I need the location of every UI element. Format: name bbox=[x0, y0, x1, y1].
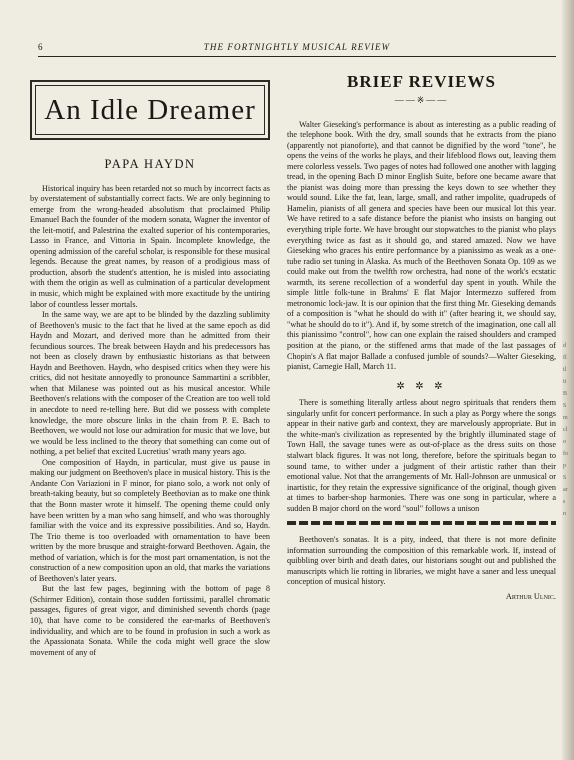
edge-fragment: o bbox=[563, 439, 566, 445]
dashed-divider bbox=[287, 521, 556, 525]
paragraph: One composition of Haydn, in particular, must give us pause in making our judgment on Beethoven's place in musical history. This is the Andante Con Variazioni in F minor, for piano solo, a work not only of breath-taking beauty, but so completely Beethovian as to make one think that the Bonn master wrote it himself. The opening theme could only have been written by a man who sang himself, and who was thoroughly familiar with the voice and its expressive possibilities. And so, Haydn. The Trio theme is too overloaded with ornamentation to have been written by the more brusque and straight-forward Beethoven. Again, the method of variation, which is for the most part ornamentation, is not the construction of a new composition upon an old, that marks the variations of Beethoven's later years. bbox=[30, 457, 271, 583]
right-column bbox=[287, 72, 556, 603]
paragraph: Historical inquiry has been retarded not so much by incorrect facts as by overstatement of substantially correct facts. We are only beginning to emerge from the wrong-headed absolutism that proclaimed Philip Emanuel Bach the founder of the modern sonata, Wagner the inventor of the leit-motif, and Palestrina the exalted superior of his contemporaries, Lasso in France, and Vittoria in Spain. Incomplete knowledge, the opening admission of the careful scholar, is responsible for these musical legends. Because the great names, by reason of a prodigious mass of production, absorb the student's attention, he is misled into associating with them the origin as well as culmination of a particular development in music, which might be explained with more exactitude by the untiring labor of countless lesser mortals. bbox=[30, 183, 270, 309]
edge-fragment: cl bbox=[563, 427, 568, 433]
running-title: THE FORTNIGHTLY MUSICAL REVIEW bbox=[203, 42, 391, 52]
heading-ornament: ——※—— bbox=[394, 95, 449, 105]
article-subtitle: PAPA HAYDN bbox=[104, 157, 196, 171]
title-box bbox=[30, 80, 270, 140]
page-number: 6 bbox=[38, 42, 43, 52]
section-separator: ✲ ✲ ✲ bbox=[396, 380, 447, 392]
edge-fragment: fl bbox=[563, 355, 567, 361]
section-heading: BRIEF REVIEWS bbox=[347, 72, 496, 91]
paragraph: In the same way, we are apt to be blinded by the dazzling sublimity of Beethoven's music to the fact that he lived at the same epoch as did Haydn and Mozart, and derived more than he admitted from their fecundious sources. The break between Haydn and his predecessors has not been as closely drawn by enthusiastic historians as that between Haydn and Beethoven. Haydn, who despised critics when they were his critics, did not hesitate annoyedly to pronounce Sammartini a scribbler, when that Milanese was pointed out as his musical ancestor. While Beethoven's relations with the composer of the Creation are too well told in anecdote to need re-telling here. But did we possess with complete knowledge, the more obscure links in the chain from P. E. Bach to Beethoven, we would not lose our admiration for music that we love, but we would be less inclined to the theory that something can come out of nothing, a pet belief that excited Lucretius' wrath many years ago. bbox=[30, 310, 270, 457]
edge-fragment: ti bbox=[563, 379, 567, 385]
adjacent-page-fragments bbox=[563, 340, 573, 520]
edge-fragment: S bbox=[563, 475, 567, 481]
edge-fragment: s bbox=[563, 499, 566, 505]
review-paragraph: Walter Gieseking's performance is about as interesting as a public reading of the telephone book. With the dry, small sounds that he extracts from the piano (apparently not pianoforte), and that cannot be dignified by the word "tone", he opens the veins of the works he plays, and their lifeblood flows out, leaving them mere colorless vessels. Two pages of notes had followed one another with lagging tread, in the opening Bach D minor English Suite, before one became aware that the pianist was doing more than pressing the keys down to see whether they would sound. Like the fat, lean, large, small, and rather impolite, quadrupeds of Hamelin, pianists of all genera and species have been our musical lot this year. We have retired to a safe distance before the pianist who insists on banging out everything triple forte. We have brought our stopwatches to the pianist who plays everything twice as fast as it should go, and stared amazed. Now we have Gieseking who graces his entire performance by a pianissimo as weak as a one-tube radio set tuning in Alaska. As much of the Beethoven Sonata Op. 109 as we could make out from the twelfth row orchestra, had none of the work's ecstatic warmth, its serene recollection of a wonderful day spent in youth. While the simple little folk-tune in Brahms' E flat Major Intermezzo suffered from metronomic lock-jaw. It is our opinion that the first thing Mr. Gieseking demands of a composition is "what he should do with it" (after hearing it, we should say, "what he should do to it"). And if, by some stretch of the imagination, one call all this pianissimo "control", how can one explain the raised shoulders and cramped position at the piano, or the stiffened arms that made of the last passages of Chopin's A flat major Ballade a confused jumble of sounds?—Walter Gieseking, pianist, Carnegie Hall, March 11. bbox=[287, 119, 556, 372]
edge-fragment: d bbox=[563, 343, 566, 349]
edge-fragment: m bbox=[563, 415, 568, 421]
continued-paragraph: Beethoven's sonatas. It is a pity, indeed, that there is not more definite information surrounding the composition of this remarkable work. If, instead of quibbling over birth and death dates, our historians sought out and published the manuscripts which lie rotting in libraries, we might have a saner and less unequal conception of musical history. bbox=[287, 535, 556, 587]
edge-fragment: B bbox=[563, 391, 568, 397]
article-title: An Idle Dreamer bbox=[44, 94, 256, 126]
left-column bbox=[30, 72, 270, 658]
edge-fragment: ar bbox=[563, 487, 568, 493]
author-signature: Arthur Ulnic. bbox=[505, 591, 556, 601]
page-header bbox=[38, 42, 556, 57]
edge-fragment: tl bbox=[563, 367, 567, 373]
edge-fragment: n bbox=[563, 511, 566, 517]
edge-fragment: S bbox=[563, 403, 567, 409]
paragraph: But the last few pages, beginning with the bottom of page 8 (Schirmer Edition), contain those sudden fortissimi, parallel chromatic passages, figures of great vigor, and diminished seventh chords (page 10), that have come to be considered the ear-marks of Beethoven's individuality, and which are to be found in profusion in such a work as the Apassionata Sonata. While the coda might well grace the slow movement of any of bbox=[30, 584, 270, 657]
review-paragraph: There is something literally artless about negro spirituals that renders them singularly unfit for concert performance. In such a play as Porgy where the songs appear in their native garb and context, they are marvelously appropriate. But in the white-man's civilization as represented by the brightly illuminated stage of Town Hall, the savage tunes were as out-of-place as the dress suits on those stalwart black figures. It was not long, therefore, before the spirituals began to sound tame, to wither under a judgment of their artistic rather than their emotional value. Not that the arrangements of Mr. Hall-Johnson are unmusical or inartistic, for they retain the expressive significance of the original, though given at times to barber-shop harmonies. There was one song in particular, where a sudden B major chord on the word "soul" follows a unison bbox=[287, 398, 556, 513]
edge-fragment: fo bbox=[563, 451, 568, 457]
edge-fragment: p bbox=[563, 463, 566, 469]
